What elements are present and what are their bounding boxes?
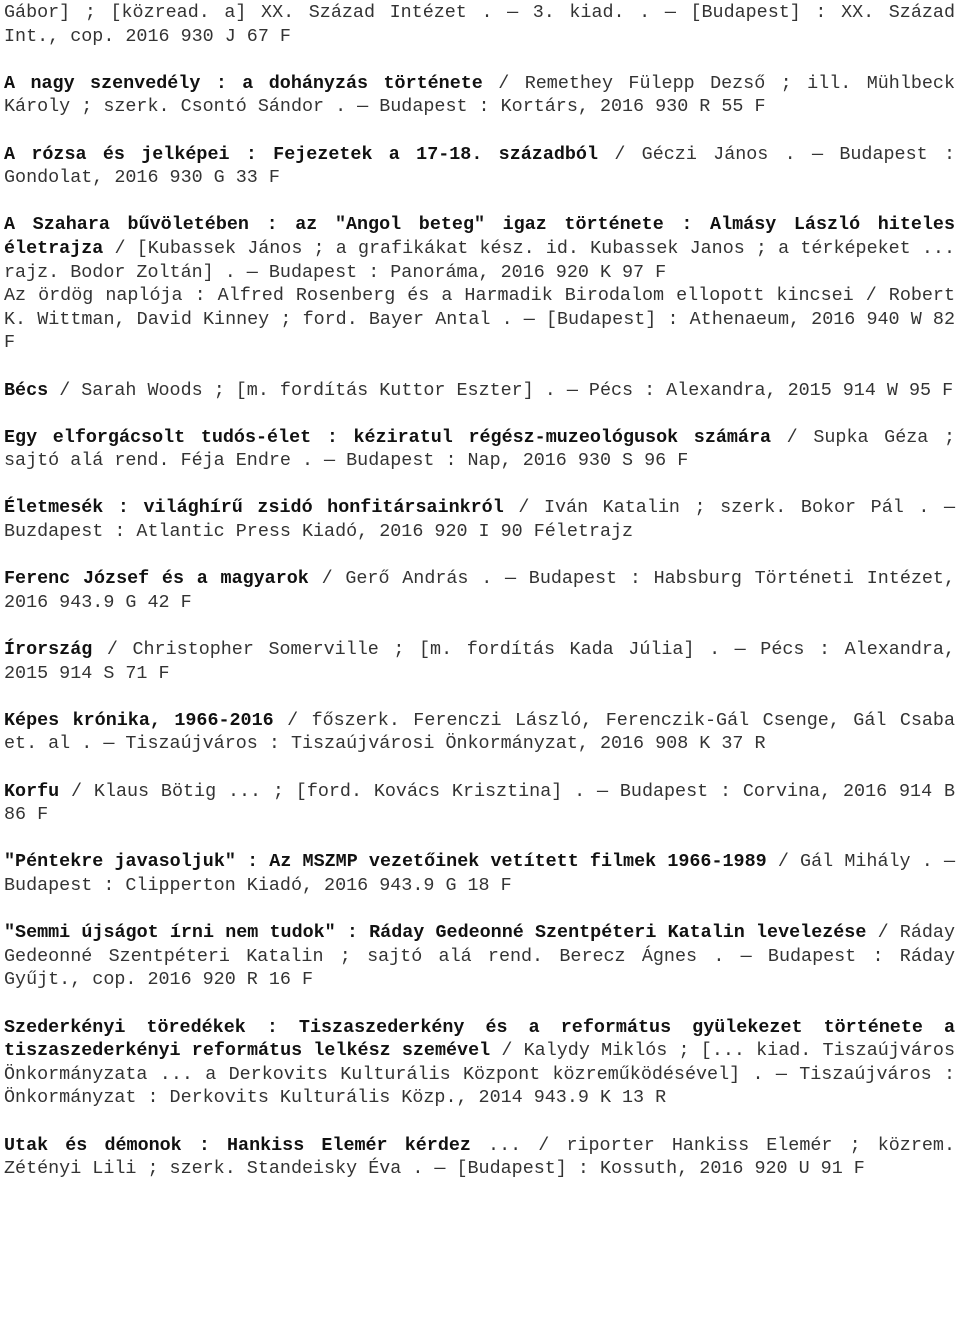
entry-details: / [Kubassek János ; a grafikákat kész. id. Kubassek Janos ; a térképeket ... rajz. Bodor Zoltán] . — Budapest : Panoráma, 2016 920 K 97 F xyxy=(4,237,955,283)
entry-details: / Christopher Somerville ; [m. fordítás Kada Júlia] . — Pécs : Alexandra, 2015 914 S 71 F xyxy=(4,639,955,684)
entry-details: ... / riporter Hankiss Elemér ; közrem. Zétényi Lili ; szerk. Standeisky Éva . — [Budapest] : Kossuth, 2016 920 U 91 F xyxy=(4,1134,955,1180)
entry-details: / Iván Katalin ; szerk. Bokor Pál . — Buzdapest : Atlantic Press Kiadó, 2016 920 I 90 Féletrajz xyxy=(4,497,956,543)
entry-title: Korfu xyxy=(4,780,60,802)
entry-title: A Szahara bűvöletében : az "Angol beteg" igaz története : Almásy László hiteles életrajza xyxy=(4,214,955,259)
entry-details: Gábor] ; [közread. a] XX. Század Intézet . — 3. kiad. . — [Budapest] : XX. Század Int., cop. 2016 930 J 67 F xyxy=(4,2,955,47)
entry-title: Egy elforgácsolt tudós-élet : kéziratul régész-muzeológusok számára xyxy=(4,426,772,448)
entry-details: / Kalydy Miklós ; [... kiad. Tiszaújváros Önkormányzata ... a Derkovits Kulturális Központ közreműködésével] . — Tiszaújváros : Önkormányzat : Derkovits Kulturális Közp., 2014 943.9 K 13 R xyxy=(4,1040,955,1109)
catalog-entry xyxy=(4,72,955,119)
entry-title: Életmesék : világhírű zsidó honfitársainkról xyxy=(4,497,504,519)
entry-details: / Ráday Gedeonné Szentpéteri Katalin ; sajtó alá rend. Berecz Ágnes . — Budapest : Ráday Gyűjt., cop. 2016 920 R 16 F xyxy=(4,922,955,991)
catalog-entry xyxy=(4,213,955,284)
entry-details: / Klaus Bötig ... ; [ford. Kovács Krisztina] . — Budapest : Corvina, 2016 914 B 86 F xyxy=(4,780,955,826)
catalog-entry xyxy=(4,850,955,897)
catalog-entry xyxy=(4,1,955,48)
entry-title: "Péntekre javasoljuk" : Az MSZMP vezetőinek vetített filmek 1966-1989 xyxy=(4,851,767,873)
entry-title: Képes krónika, 1966-2016 xyxy=(4,709,274,731)
entry-title: Bécs xyxy=(4,379,49,401)
catalog-entry xyxy=(4,143,955,190)
entry-details: / Gerő András . — Budapest : Habsburg Történeti Intézet, 2016 943.9 G 42 F xyxy=(4,568,955,613)
entry-title: A nagy szenvedély : a dohányzás története xyxy=(4,72,483,94)
entry-title: Utak és démonok : Hankiss Elemér kérdez xyxy=(4,1134,471,1156)
catalog-entry xyxy=(4,709,955,756)
entry-title: "Semmi újságot írni nem tudok" : Ráday Gedeonné Szentpéteri Katalin levelezése xyxy=(4,922,867,944)
entry-details: / főszerk. Ferenczi László, Ferenczik-Gál Csenge, Gál Csaba et. al . — Tiszaújváros : Tiszaújvárosi Önkormányzat, 2016 908 K 37 R xyxy=(4,709,956,755)
entry-title: Írország xyxy=(4,639,93,661)
catalog-entry xyxy=(4,780,955,827)
catalog-entry xyxy=(4,567,955,614)
entry-title: A rózsa és jelképei : Fejezetek a 17-18. századból xyxy=(4,143,599,165)
catalog-entry xyxy=(4,1134,955,1181)
catalog-entry xyxy=(4,284,955,355)
catalog-entry xyxy=(4,426,955,473)
catalog-entry xyxy=(4,1016,955,1110)
catalog-entry xyxy=(4,638,955,685)
entry-title: Ferenc József és a magyarok xyxy=(4,568,309,590)
catalog-entry xyxy=(4,921,955,992)
entry-title: Szederkényi töredékek : Tiszaszederkény és a református gyülekezet története a tiszaszederkényi református lelkész szemével xyxy=(4,1016,955,1062)
catalog-entry xyxy=(4,496,955,543)
catalog-entry xyxy=(4,379,955,403)
entry-details: / Gál Mihály . — Budapest : Clipperton Kiadó, 2016 943.9 G 18 F xyxy=(4,851,955,896)
entry-details: / Géczi János . — Budapest : Gondolat, 2016 930 G 33 F xyxy=(4,143,955,189)
entry-details: Az ördög naplója : Alfred Rosenberg és a Harmadik Birodalom ellopott kincsei / Robert K. Wittman, David Kinney ; ford. Bayer Antal . — [Budapest] : Athenaeum, 2016 940 W 82 F xyxy=(4,285,955,354)
entry-details: / Remethey Fülepp Dezső ; ill. Mühlbeck Károly ; szerk. Csontó Sándor . — Budapest : Kortárs, 2016 930 R 55 F xyxy=(4,72,956,118)
entry-details: / Supka Géza ; sajtó alá rend. Féja Endre . — Budapest : Nap, 2016 930 S 96 F xyxy=(4,426,955,472)
entry-details: / Sarah Woods ; [m. fordítás Kuttor Eszter] . — Pécs : Alexandra, 2015 914 W 95 F xyxy=(48,379,954,401)
